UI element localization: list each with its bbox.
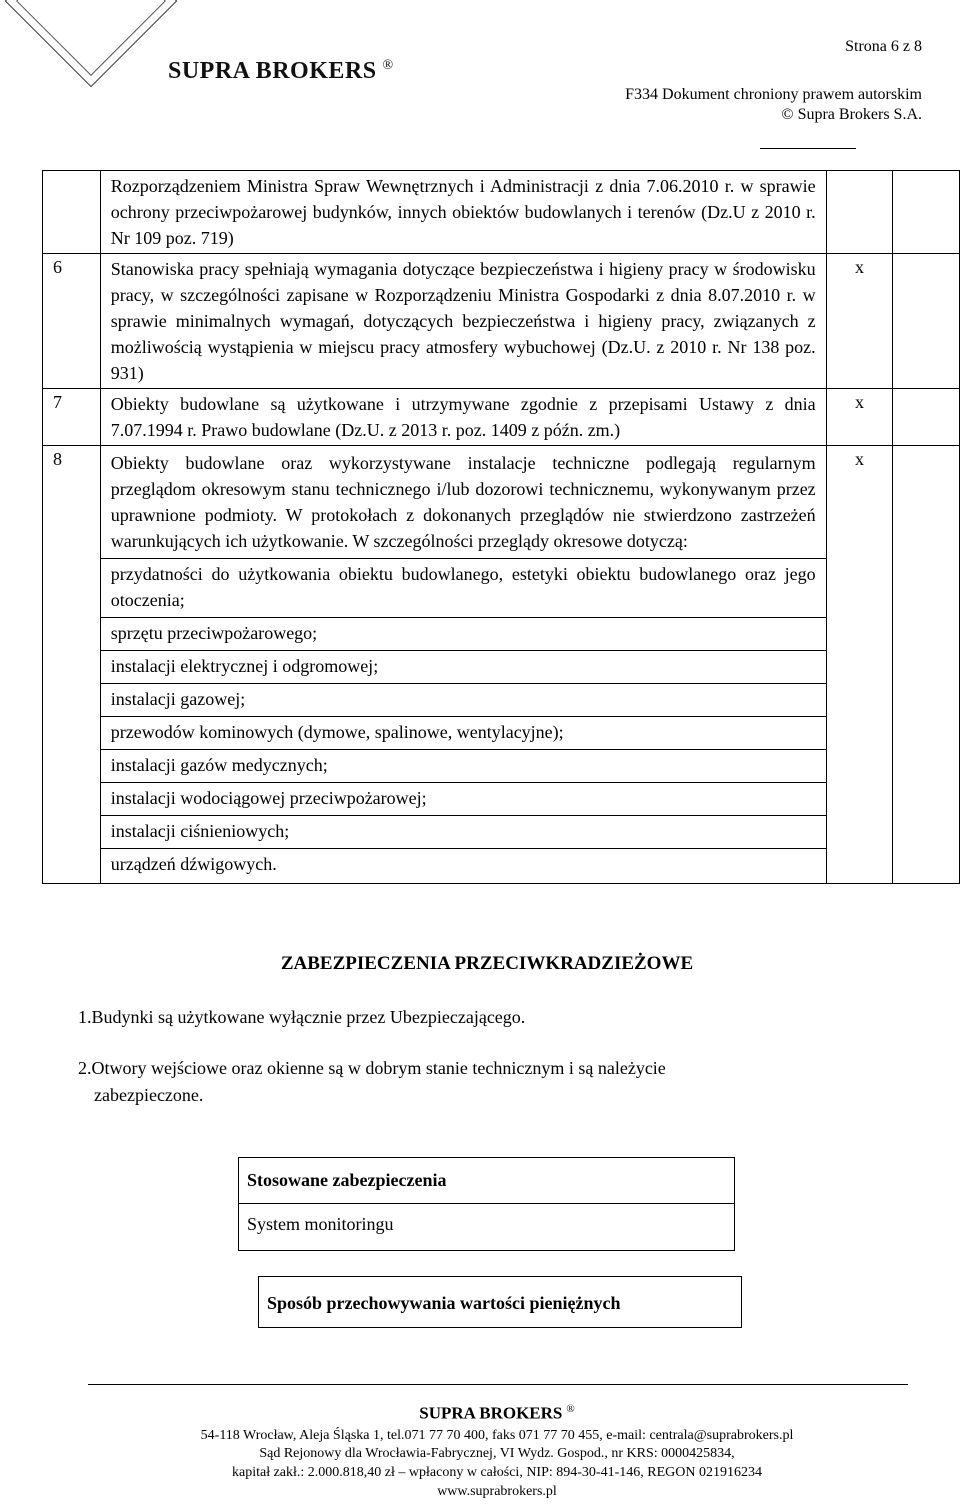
copyright-notice: © Supra Brokers S.A. [781,106,922,123]
protection-box [238,1157,735,1251]
inspection-subitem: instalacji ciśnieniowych; [101,815,826,848]
empty-cell [893,171,960,254]
mark-cell: x [826,389,893,446]
inspection-subitem: instalacji elektrycznej i odgromowej; [101,650,826,683]
security-item-1: 1.Budynki są użytkowane wyłącznie przez Ubezpieczającego. [78,1007,526,1027]
page-number: Strona 6 z 8 [845,38,922,55]
registered-mark: ® [382,58,394,73]
mark-cell: x [826,446,893,884]
footer-address: 54-118 Wrocław, Aleja Śląska 1, tel.071 77 70 400, faks 071 77 70 455, e-mail: centrala@suprabrokers.pl [200,1428,794,1443]
footer-brand: SUPRA BROKERS ® [419,1403,575,1423]
brand-logo-text: SUPRA BROKERS ® [168,58,394,84]
protection-value: System monitoringu [247,1214,394,1234]
empty-cell [893,254,960,389]
mark-cell: x [826,254,893,389]
cash-storage-box: Sposób przechowywania wartości pieniężnych [258,1276,742,1328]
mark-cell [826,171,893,254]
row-number-cell: 6 [43,254,101,389]
table-row [43,389,960,446]
row-text-cell: Stanowiska pracy spełniają wymagania dotyczące bezpieczeństwa i higieny pracy w środowisku pracy, w szczególności zapisane w Rozporządzeniu Ministra Gospodarki z dnia 8.07.2010 r. w sprawie minimalnych wymagań, dotyczących bezpieczeństwa i higieny pracy, związanych z możliwością wystąpienia w miejscu pracy atmosfery wybuchowej (Dz.U. z 2010 r. Nr 138 poz. 931) [100,254,826,389]
row-text-cell: Obiekty budowlane są użytkowane i utrzymywane zgodnie z przepisami Ustawy z dnia 7.07.1994 r. Prawo budowlane (Dz.U. z 2013 r. poz. 1409 z późn. zm.) [100,389,826,446]
inspection-intro: Obiekty budowlane oraz wykorzystywane instalacje techniczne podlegają regularnym przeglądom okresowym stanu technicznego i/lub dozorowi technicznemu, wykonywanym przez uprawnione podmioty. W protokołach z dokonanych przeglądów nie stwierdzono zastrzeżeń warunkujących ich użytkowanie. W szczególności przeglądy okresowe dotyczą: [110,453,816,551]
document-notice: F334 Dokument chroniony prawem autorskim [625,86,922,103]
table-row [43,254,960,389]
row-text-cell: Rozporządzeniem Ministra Spraw Wewnętrznych i Administracji z dnia 7.06.2010 r. w sprawie ochrony przeciwpożarowej budynków, innych obiektów budowlanych i terenów (Dz.U z 2010 r. Nr 109 poz. 719) [100,171,826,254]
table-row [43,446,960,884]
empty-cell [893,446,960,884]
row-number-cell [43,171,101,254]
inspection-subitem: przewodów kominowych (dymowe, spalinowe, wentylacyjne); [101,716,826,749]
footer-website: www.suprabrokers.pl [437,1484,557,1499]
protection-heading: Stosowane zabezpieczenia [239,1158,734,1204]
footer-court: Sąd Rejonowy dla Wrocławia-Fabrycznej, VI Wydz. Gospod., nr KRS: 0000425834, [259,1446,735,1461]
registered-mark: ® [566,1403,575,1415]
security-item-2-cont: zabezpieczone. [94,1085,204,1105]
header-rule [760,148,856,149]
security-item-2: 2.Otwory wejściowe oraz okienne są w dobrym stanie technicznym i są należycie [78,1058,666,1078]
empty-cell [893,389,960,446]
section-title: ZABEZPIECZENIA PRZECIWKRADZIEŻOWE [280,953,694,974]
inspection-subitem: instalacji gazowej; [101,683,826,716]
inspection-subitem: przydatności do użytkowania obiektu budowlanego, estetyki obiektu budowlanego oraz jego otoczenia; [101,558,826,617]
row-text-cell [100,446,826,884]
row-number-cell: 8 [43,446,101,884]
table-row [43,171,960,254]
inspection-subitem: instalacji wodociągowej przeciwpożarowej; [101,782,826,815]
inspection-subitem: sprzętu przeciwpożarowego; [101,617,826,650]
row-number-cell: 7 [43,389,101,446]
inspection-subitem: instalacji gazów medycznych; [101,749,826,782]
footer-capital: kapitał zakł.: 2.000.818,40 zł – wpłacony w całości, NIP: 894-30-41-146, REGON 021916234 [232,1465,762,1480]
footer-rule [88,1384,908,1385]
requirements-table [42,170,960,884]
inspection-subitem: urządzeń dźwigowych. [101,848,826,881]
logo-diamond-inner [16,0,166,76]
